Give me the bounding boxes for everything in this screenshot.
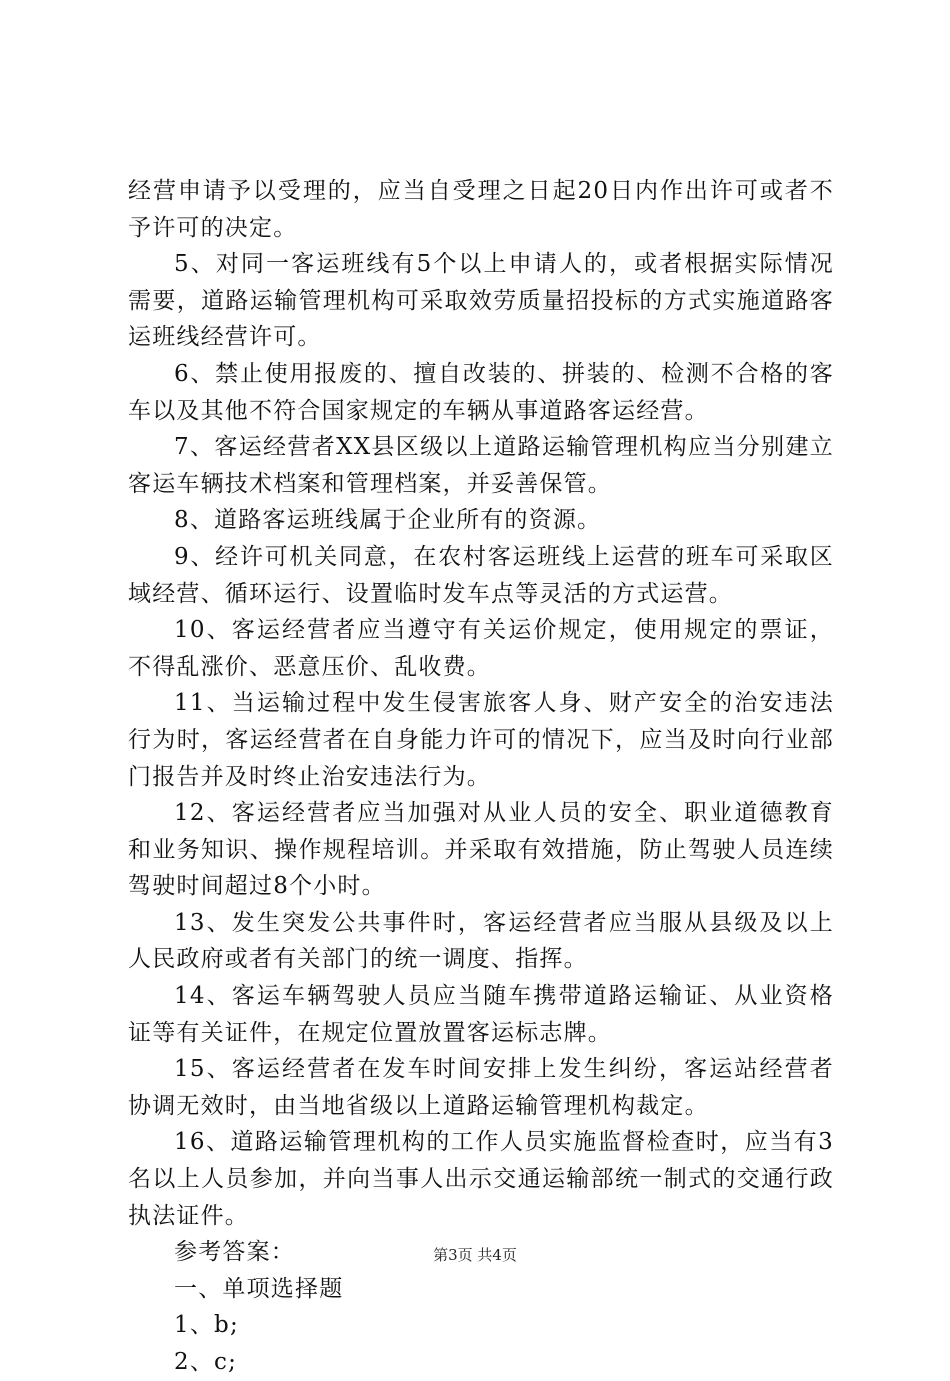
document-body xyxy=(128,173,834,1381)
answer-item-2: 2、c; xyxy=(174,1349,238,1375)
page-footer: 第3页 共4页 xyxy=(433,1246,517,1264)
paragraph-item-5: 5、对同一客运班线有5个以上申请人的，或者根据实际情况需要，道路运输管理机构可采取效劳质量招投标的方式实施道路客运班线经营许可。 xyxy=(128,251,834,351)
paragraph-item-7: 7、客运经营者XX县区级以上道路运输管理机构应当分别建立客运车辆技术档案和管理档案，并妥善保管。 xyxy=(128,434,834,497)
paragraph-item-8: 8、道路客运班线属于企业所有的资源。 xyxy=(174,507,602,534)
paragraph-item-12: 12、客运经营者应当加强对从业人员的安全、职业道德教育和业务知识、操作规程培训。并采取有效措施，防止驾驶人员连续驾驶时间超过8个小时。 xyxy=(128,800,834,900)
paragraph-item-9: 9、经许可机关同意，在农村客运班线上运营的班车可采取区域经营、循环运行、设置临时发车点等灵活的方式运营。 xyxy=(128,543,834,607)
section-heading-single-choice: 一、单项选择题 xyxy=(174,1275,344,1302)
answer-item-1: 1、b; xyxy=(174,1312,239,1339)
answer-key-heading: 参考答案： xyxy=(174,1239,295,1266)
paragraph-item-16: 16、道路运输管理机构的工作人员实施监督检查时，应当有3名以上人员参加，并向当事人出示交通运输部统一制式的交通行政执法证件。 xyxy=(128,1129,834,1229)
paragraph-item-14: 14、客运车辆驾驶人员应当随车携带道路运输证、从业资格证等有关证件，在规定位置放置客运标志牌。 xyxy=(128,983,834,1046)
paragraph-continuation: 经营申请予以受理的，应当自受理之日起20日内作出许可或者不予许可的决定。 xyxy=(128,178,834,241)
paragraph-item-13: 13、发生突发公共事件时，客运经营者应当服从县级及以上人民政府或者有关部门的统一调度、指挥。 xyxy=(128,909,834,973)
paragraph-item-6: 6、禁止使用报废的、擅自改装的、拼装的、检测不合格的客车以及其他不符合国家规定的车辆从事道路客运经营。 xyxy=(128,360,834,424)
paragraph-item-11: 11、当运输过程中发生侵害旅客人身、财产安全的治安违法行为时，客运经营者在自身能力许可的情况下，应当及时向行业部门报告并及时终止治安违法行为。 xyxy=(128,690,834,790)
paragraph-item-10: 10、客运经营者应当遵守有关运价规定，使用规定的票证，不得乱涨价、恶意压价、乱收费。 xyxy=(128,617,834,680)
paragraph-item-15: 15、客运经营者在发车时间安排上发生纠纷，客运站经营者协调无效时，由当地省级以上道路运输管理机构裁定。 xyxy=(128,1056,834,1119)
